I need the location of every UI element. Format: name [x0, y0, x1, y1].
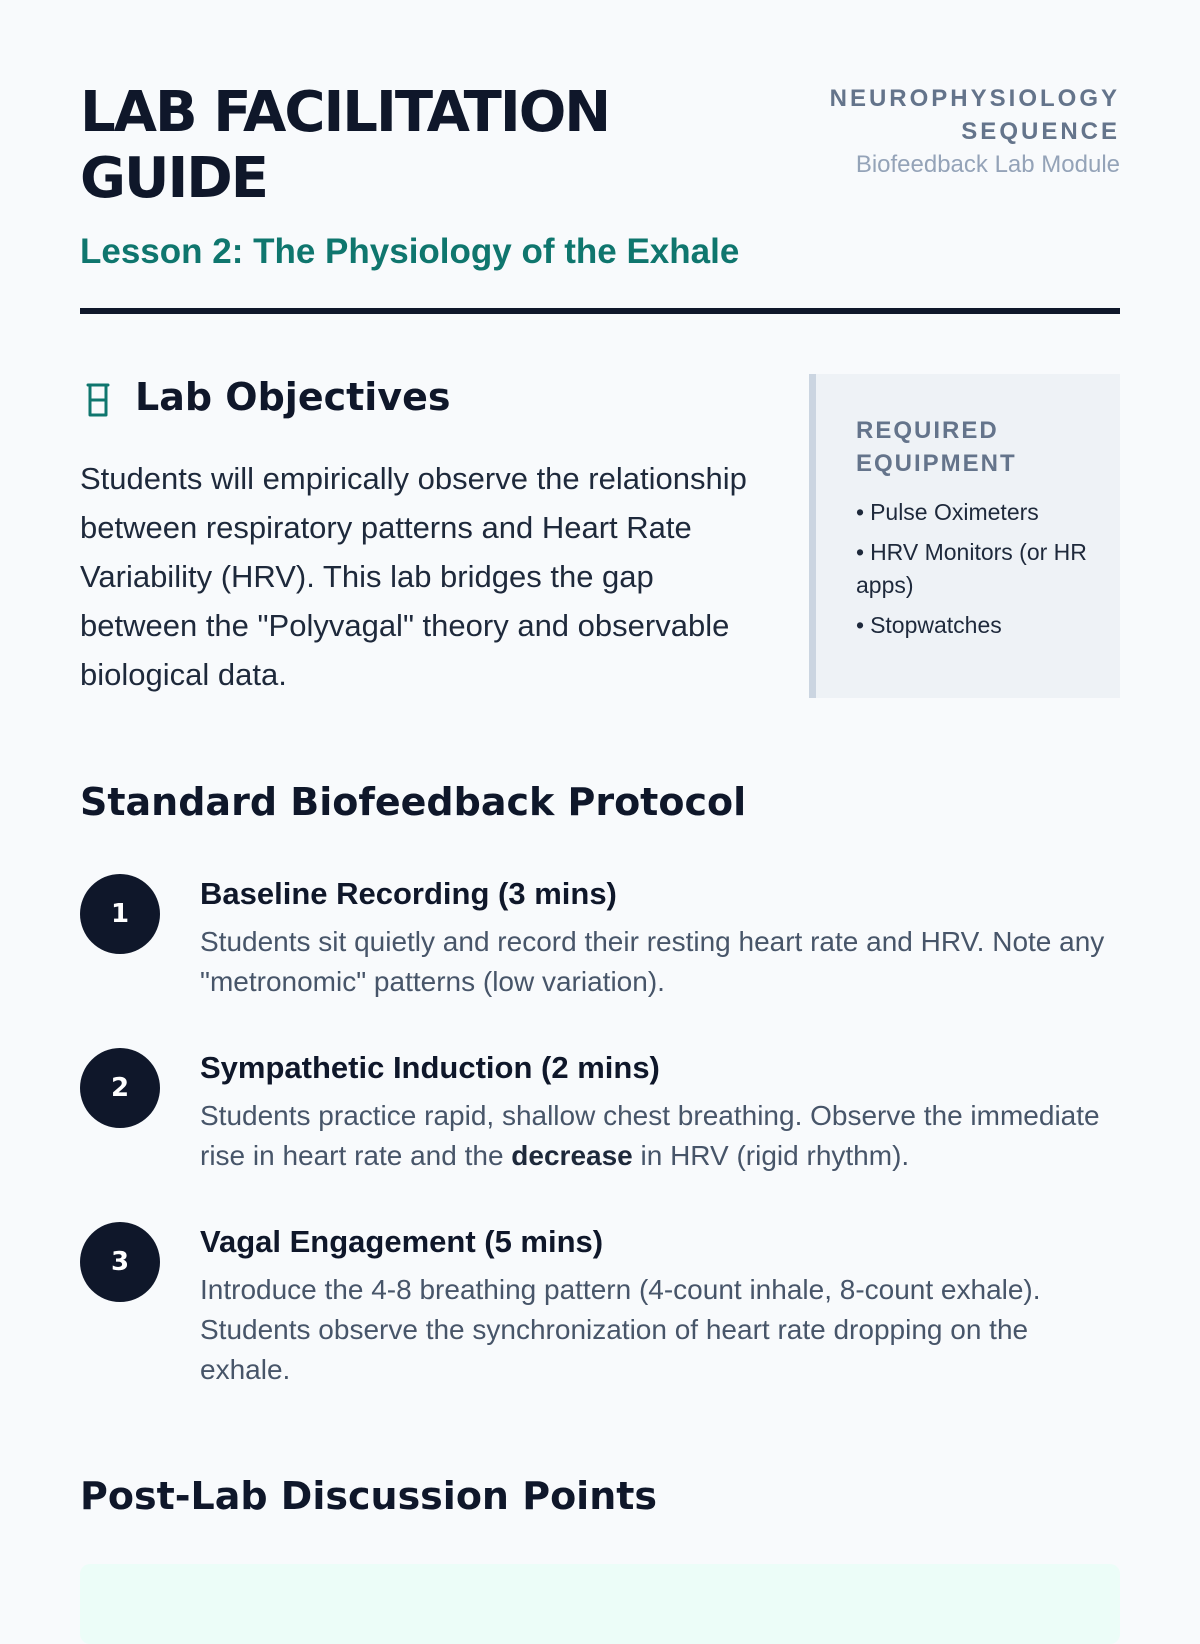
lesson-title: Lesson 2: The Physiology of the Exhale [80, 232, 740, 271]
module-label: Biofeedback Lab Module [855, 151, 1120, 178]
list-item [856, 536, 1090, 602]
discussion-heading: Post-Lab Discussion Points [80, 1474, 658, 1518]
series-label: NEUROPHYSIOLOGY SEQUENCE [829, 85, 1120, 145]
step-description [200, 1096, 1120, 1176]
objectives-heading: Lab Objectives [135, 375, 451, 419]
step-title: Sympathetic Induction (2 mins) [200, 1050, 660, 1085]
step-title: Vagal Engagement (5 mins) [200, 1224, 604, 1259]
equipment-panel [809, 374, 1120, 698]
step-number-badge: 3 [80, 1222, 160, 1302]
bullet: • [856, 499, 865, 525]
equipment-heading: REQUIRED EQUIPMENT [856, 417, 1017, 477]
list-item [856, 609, 1090, 642]
header-divider [80, 308, 1120, 314]
step-number-badge: 1 [80, 874, 160, 954]
page-title: LAB FACILITATION GUIDE [80, 80, 610, 211]
series-info [740, 82, 1120, 181]
bullet: • [856, 539, 865, 565]
equipment-item: Pulse Oximeters [870, 499, 1039, 525]
objectives-text: Students will empirically observe the relationship between respiratory patterns and Heart Rate Variability (HRV). This lab bridges the gap between the "Polyvagal" theory and observable biological data. [80, 461, 747, 692]
guide-page [80, 0, 1120, 1600]
discussion-panel [80, 1564, 1120, 1644]
step-description-text: in HRV (rigid rhythm). [632, 1140, 910, 1171]
step-description-text: Students practice rapid, shallow chest breathing. Observe the immediate rise in heart rate and the [200, 1100, 1100, 1171]
emphasis-text: decrease [511, 1140, 633, 1171]
step-number-badge: 2 [80, 1048, 160, 1128]
equipment-item: HRV Monitors (or HR apps) [856, 539, 1087, 598]
step-title: Baseline Recording (3 mins) [200, 876, 617, 911]
beaker-icon [84, 382, 112, 418]
step-description: Students sit quietly and record their resting heart rate and HRV. Note any "metronomic" patterns (low variation). [200, 926, 1105, 997]
equipment-item: Stopwatches [870, 612, 1002, 638]
list-item [856, 496, 1090, 529]
step-description: Introduce the 4-8 breathing pattern (4-count inhale, 8-count exhale). Students observe the synchronization of heart rate dropping on the exhale. [200, 1274, 1041, 1385]
page-header [80, 80, 1120, 320]
equipment-list [856, 496, 1090, 642]
protocol-heading: Standard Biofeedback Protocol [80, 780, 747, 824]
bullet: • [856, 612, 865, 638]
